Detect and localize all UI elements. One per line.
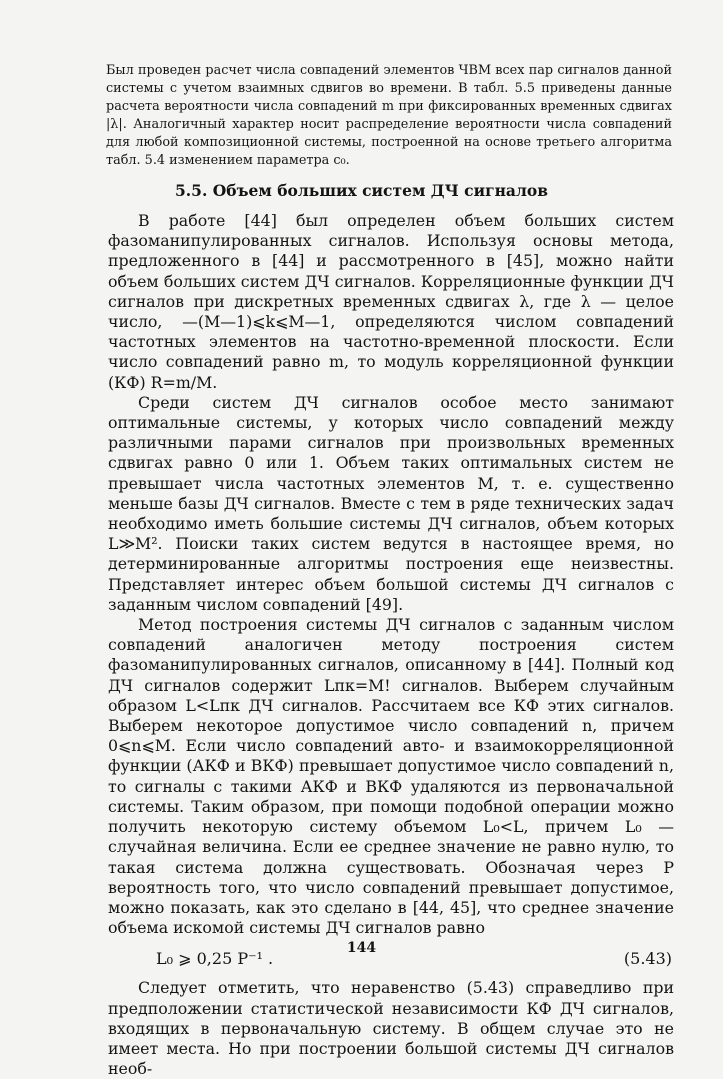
page-number: 144	[346, 940, 377, 956]
formula-expression: L₀ ⩾ 0,25 P⁻¹ .	[156, 949, 274, 969]
closing-paragraph: Следует отметить, что неравенство (5.43) справедливо при предположении статистической независимости КФ ДЧ сигналов, входящих в первоначальную систему. В общем случае это не имеет места. Но при построении большой системы ДЧ сигналов необ-	[108, 978, 674, 1079]
paragraph-3: Метод построения системы ДЧ сигналов с заданным числом совпадений аналогичен методу построения систем фазоманипулированных сигналов, описанному в [44]. Полный код ДЧ сигналов содержит Lпк=M! сигналов. Выберем случайным образом L<Lпк ДЧ сигналов. Рассчитаем все КФ этих сигналов. Выберем некоторое допустимое число совпадений n, причем 0⩽n⩽M. Если число совпадений авто- и взаимокорреляционной функции (АКФ и ВКФ) превышает допустимое число совпадений n, то сигналы с такими АКФ и ВКФ удаляются из первоначальной системы. Таким образом, при помощи подобной операции можно получить некоторую систему объемом L₀<L, причем L₀ — случайная величина. Если ее среднее значение не равно нулю, то такая система должна существовать. Обозначая через P вероятность того, что число совпадений превышает допустимое, можно показать, как это сделано в [44, 45], что среднее значение объема искомой системы ДЧ сигналов равно	[108, 615, 674, 938]
paragraph-1: В работе [44] был определен объем больших систем фазоманипулированных сигналов. Используя основы метода, предложенного в [44] и рассмотренного в [45], можно найти объем больших систем ДЧ сигналов. Корреляционные функции ДЧ сигналов при дискретных временных сдвигах λ, где λ — целое число, —(M—1)⩽k⩽M—1, определяются числом совпадений частотных элементов на частотно-временной плоскости. Если число совпадений равно m, то модуль корреляционной функции (КФ) R=m/M.	[108, 211, 674, 392]
section-heading: 5.5. Объем больших систем ДЧ сигналов	[174, 181, 548, 200]
paragraph-2: Среди систем ДЧ сигналов особое место занимают оптимальные системы, у которых число совпадений между различными парами сигналов при произвольных временных сдвигах равно 0 или 1. Объем таких оптимальных систем не превышает числа частотных элементов M, т. е. существенно меньше базы ДЧ сигналов. Вместе с тем в ряде технических задач необходимо иметь большие системы ДЧ сигналов, объем которых L≫M². Поиски таких систем ведутся в настоящее время, но детерминированные алгоритмы построения еще неизвестны. Представляет интерес объем большой системы ДЧ сигналов с заданным числом совпадений [49].	[108, 392, 674, 614]
intro-block	[106, 62, 672, 170]
intro-paragraph: Был проведен расчет числа совпадений элементов ЧВМ всех пар сигналов данной системы с учетом взаимных сдвигов во времени. В табл. 5.5 приведены данные расчета вероятности числа совпадений m при фиксированных временных сдвигах |λ|. Аналогичный характер носит распределение вероятности числа совпадений для любой композиционной системы, построенной на основе третьего алгоритма табл. 5.4 изменением параметра c₀.	[106, 63, 672, 168]
formula-number: (5.43)	[623, 949, 672, 969]
